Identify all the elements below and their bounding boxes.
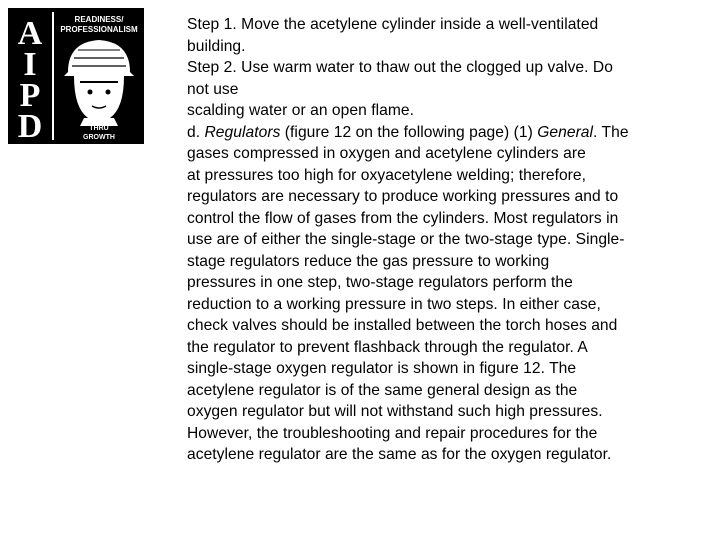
logo-caption-growth: GROWTH (83, 134, 115, 141)
document-body (187, 14, 707, 466)
figure-reference: (figure 12 on the following page) (1) (280, 123, 538, 141)
logo-caption-thru: THRU (89, 125, 109, 132)
step-1-text: Step 1. Move the acetylene cylinder inside a well-ventilated (187, 16, 599, 33)
paragraph-line: acetylene regulator are the same as for the oxygen regulator. (187, 446, 612, 463)
paragraph-line: regulators are necessary to produce working pressures and to (187, 188, 619, 205)
paragraph-line: However, the troubleshooting and repair procedures for the (187, 424, 598, 442)
step-1-continuation: building. (187, 37, 246, 55)
paragraph-line: single-stage oxygen regulator is shown in figure 12. The (187, 360, 577, 377)
paragraph-line: at pressures too high for oxyacetylene welding; therefore, (187, 166, 587, 184)
logo-caption-readiness: READINESS/ (74, 15, 124, 24)
general-term: General (537, 123, 594, 141)
general-suffix: . The (593, 123, 629, 141)
step-2-text: Step 2. Use warm water to thaw out the clogged up valve. Do (187, 59, 613, 76)
paragraph-line: pressures in one step, two-stage regulators perform the (187, 274, 573, 291)
paragraph-line: acetylene regulator is of the same general design as the (187, 381, 578, 399)
paragraph-line: reduction to a working pressure in two steps. In either case, (187, 295, 601, 313)
logo-letter-p: P (19, 77, 41, 114)
logo-caption-professionalism: PROFESSIONALISM (60, 25, 138, 34)
logo-letter-i: I (23, 46, 37, 83)
paragraph-line: control the flow of gases from the cylinders. Most regulators in (187, 209, 619, 227)
step-2-continuation-2: scalding water or an open flame. (187, 102, 414, 119)
regulators-term: Regulators (204, 123, 281, 141)
soldier-helmet-icon (64, 40, 134, 126)
step-2-continuation: not use (187, 80, 239, 98)
logo-letter-d: D (17, 108, 43, 144)
paragraph-line: gases compressed in oxygen and acetylene cylinders are (187, 145, 586, 162)
aipd-logo (8, 8, 144, 144)
paragraph-line: the regulator to prevent flashback through the regulator. A (187, 338, 588, 356)
regulators-heading-line (187, 122, 707, 144)
logo-divider (52, 12, 54, 140)
logo-letter-a: A (17, 15, 43, 52)
paragraph-line: check valves should be installed between the torch hoses and (187, 317, 618, 334)
paragraph-line: stage regulators reduce the gas pressure to working (187, 252, 550, 270)
paragraph-line: use are of either the single-stage or the two-stage type. Single- (187, 231, 625, 248)
aipd-logo-graphic (8, 8, 144, 144)
paragraph-line: oxygen regulator but will not withstand such high pressures. (187, 403, 603, 420)
section-prefix: d. (187, 123, 205, 141)
